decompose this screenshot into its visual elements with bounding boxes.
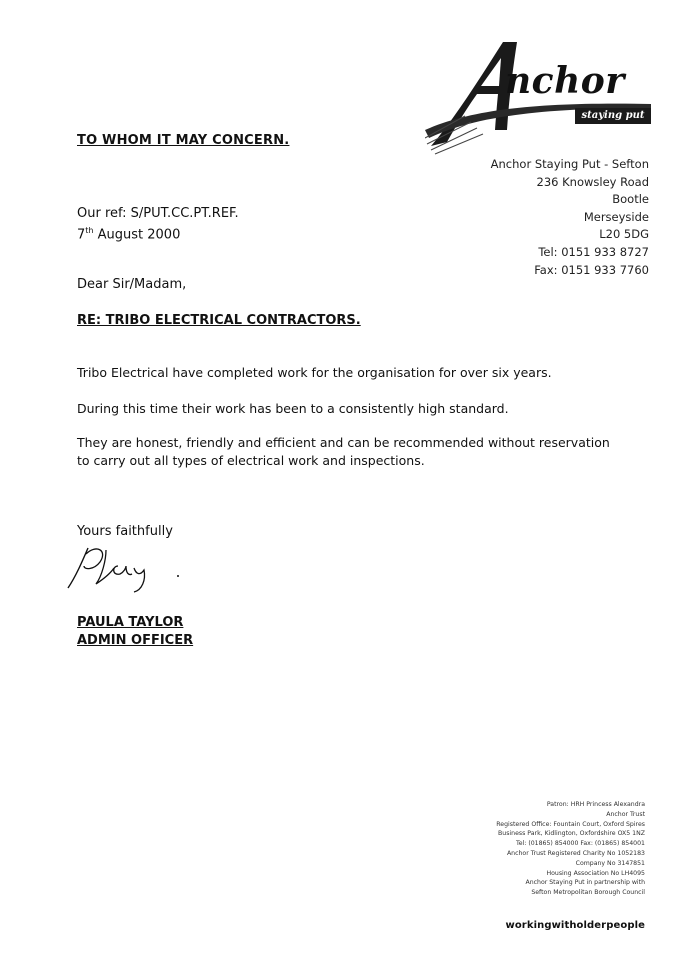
date-month-year: August 2000: [93, 227, 181, 243]
logo-wordmark: nchor: [505, 60, 625, 102]
subject-line: RE: TRIBO ELECTRICAL CONTRACTORS.: [77, 313, 361, 328]
footer-line: Anchor Trust: [606, 810, 645, 818]
signatory-title: ADMIN OFFICER: [77, 633, 194, 648]
address-line: Fax: 0151 933 7760: [534, 262, 649, 277]
footer-line: Registered Office: Fountain Court, Oxford Spires: [496, 820, 645, 828]
footer-line: Anchor Trust Registered Charity No 1052183: [506, 849, 645, 857]
footer-line: Anchor Staying Put in partnership with: [525, 879, 645, 887]
body-paragraph: During this time their work has been to a consistently high standard.: [77, 401, 509, 416]
date-suffix: th: [85, 226, 94, 235]
footer-line: Company No 3147851: [575, 859, 645, 867]
footer-line: Patron: HRH Princess Alexandra: [546, 801, 645, 808]
salutation: Dear Sir/Madam,: [77, 277, 187, 292]
reference-line: Our ref: S/PUT.CC.PT.REF.: [77, 206, 239, 221]
registered-office-footer: [496, 800, 645, 898]
footer-line: Sefton Metropolitan Borough Council: [531, 889, 645, 897]
letter-heading: TO WHOM IT MAY CONCERN.: [77, 133, 290, 148]
handwritten-signature: [62, 540, 192, 595]
footer-line: Housing Association No LH4095: [546, 869, 645, 877]
address-line: Anchor Staying Put - Sefton: [490, 157, 649, 171]
body-paragraph: Tribo Electrical have completed work for the organisation for over six years.: [77, 365, 552, 380]
address-line: 236 Knowsley Road: [536, 174, 649, 189]
address-line: Tel: 0151 933 8727: [538, 244, 649, 259]
signatory-name: PAULA TAYLOR: [77, 615, 184, 630]
closing: Yours faithfully: [77, 524, 173, 539]
address-line: L20 5DG: [599, 227, 649, 242]
body-paragraph: They are honest, friendly and efficient and can be recommended without reservation to carry out all types of electrical work and inspections.: [77, 435, 610, 468]
logo-tagline: staying put: [575, 108, 651, 124]
letter-date: [77, 222, 180, 244]
footer-line: Business Park, Kidlington, Oxfordshire OX5 1NZ: [498, 830, 645, 838]
footer-tagline: workingwitholderpeople: [505, 920, 645, 931]
sender-address: [491, 156, 649, 279]
address-line: Bootle: [612, 192, 649, 207]
anchor-logo: [425, 38, 651, 158]
address-line: Merseyside: [583, 209, 649, 224]
footer-line: Tel: (01865) 854000 Fax: (01865) 854001: [516, 840, 645, 848]
date-day: 7: [77, 227, 86, 243]
